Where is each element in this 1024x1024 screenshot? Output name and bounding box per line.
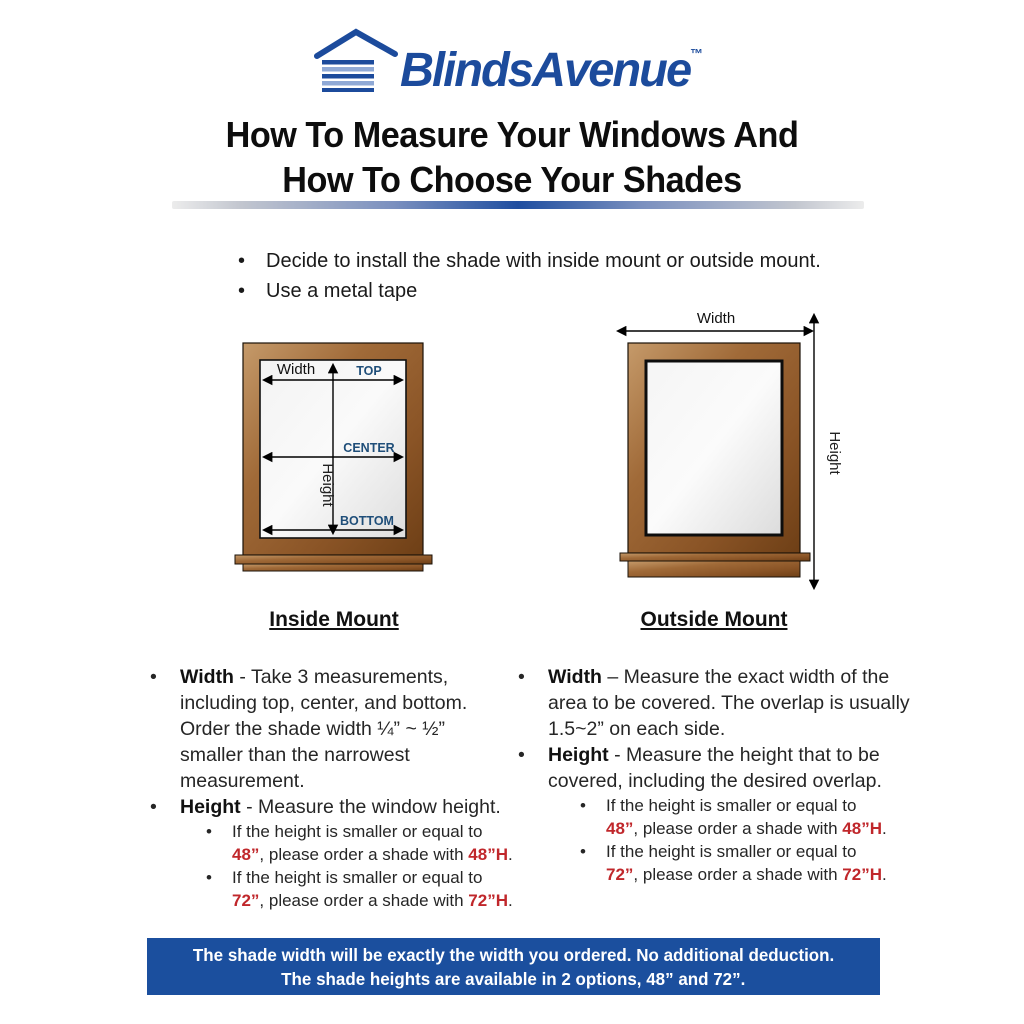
bullet-icon: • — [150, 666, 157, 688]
intro-bullet-list — [238, 246, 821, 306]
outside-mount-caption: Outside Mount — [640, 608, 788, 631]
intro-bullet-text: Decide to install the shade with inside mount or outside mount. — [266, 250, 821, 272]
width-label: Width — [696, 310, 736, 327]
height-rule-48: If the height is smaller or equal to 48”, please order a shade with 48”H. — [232, 822, 513, 864]
window-glass — [646, 361, 782, 535]
bottom-label: BOTTOM — [340, 514, 394, 528]
intro-bullet-text: Use a metal tape — [266, 280, 418, 302]
bullet-icon: • — [150, 796, 157, 818]
inside-mount-instructions — [150, 664, 522, 912]
title-divider — [172, 201, 864, 209]
bullet-icon: • — [238, 280, 246, 302]
inside-mount-caption: Inside Mount — [269, 608, 399, 631]
list-item — [580, 841, 890, 886]
bullet-icon: • — [518, 666, 525, 688]
bullet-icon: • — [206, 822, 212, 841]
list-item — [206, 867, 516, 912]
width-instruction: Width – Measure the exact width of the area to be covered. The overlap is usually 1.5~2” on each side. — [548, 666, 910, 740]
bullet-icon: • — [580, 796, 586, 815]
height-rule-48: If the height is smaller or equal to 48”, please order a shade with 48”H. — [606, 796, 887, 838]
list-item — [518, 664, 918, 742]
list-item — [580, 795, 890, 840]
center-label: CENTER — [343, 441, 395, 455]
page-title-line1: How To Measure Your Windows And — [225, 114, 799, 155]
width-instruction: Width - Take 3 measurements, including top, center, and bottom. Order the shade width ¼” ~ ½” smaller than the narrowest measurement. — [180, 666, 468, 792]
brand-name: BlindsAvenue™ — [400, 44, 704, 97]
blinds-house-icon — [314, 26, 398, 92]
list-item — [150, 664, 522, 794]
height-rule-72: If the height is smaller or equal to 72”, please order a shade with 72”H. — [232, 868, 513, 910]
bullet-icon: • — [518, 744, 525, 766]
height-label: Height — [826, 431, 843, 475]
outside-mount-instructions — [518, 664, 918, 886]
bullet-icon: • — [206, 868, 212, 887]
page-title — [26, 112, 999, 202]
outside-mount-diagram — [608, 305, 844, 597]
window-apron — [243, 564, 423, 571]
inside-mount-diagram — [230, 340, 436, 573]
brand-logo — [0, 24, 1024, 101]
height-rule-72: If the height is smaller or equal to 72”, please order a shade with 72”H. — [606, 842, 887, 884]
list-item — [206, 821, 516, 866]
width-label: Width — [276, 361, 316, 378]
page-title-line2: How To Choose Your Shades — [282, 159, 742, 200]
list-item — [150, 794, 522, 820]
footer-line2: The shade heights are available in 2 options, 48” and 72”. — [281, 968, 746, 989]
height-label: Height — [319, 463, 336, 507]
window-sill — [235, 555, 432, 564]
bullet-icon: • — [580, 842, 586, 861]
list-item — [238, 246, 821, 276]
footer-note-banner — [147, 938, 880, 995]
list-item — [518, 742, 918, 794]
top-label: TOP — [356, 364, 382, 378]
window-apron — [628, 561, 800, 577]
footer-line1: The shade width will be exactly the width you ordered. No additional deduction. — [192, 944, 835, 965]
bullet-icon: • — [238, 250, 246, 272]
height-instruction: Height - Measure the height that to be covered, including the desired overlap. — [548, 744, 882, 792]
window-sill — [620, 553, 810, 561]
height-instruction: Height - Measure the window height. — [180, 796, 501, 818]
trademark-symbol: ™ — [690, 46, 704, 61]
list-item — [238, 276, 821, 306]
